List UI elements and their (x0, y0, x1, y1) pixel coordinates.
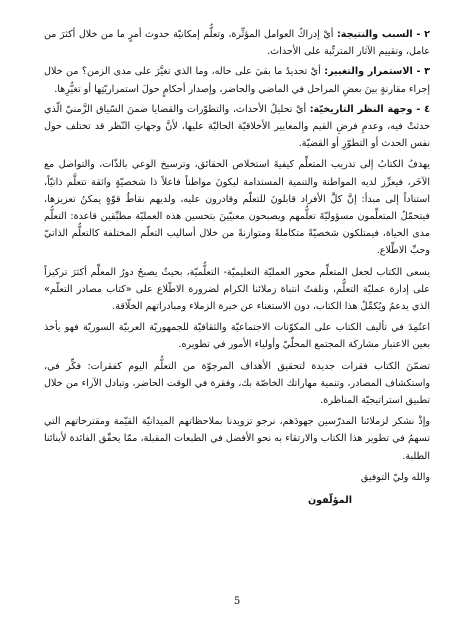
section-heading: ٣ - الاستمرار والتغيير: (324, 66, 430, 78)
body-paragraph: تضمّنَ الكتاب فقرات جديدة لتحقيق الأهداف المرجوّة من التعلُّم اليوم كفقرات: فكِّر في، واستكشاف المصادر، وتنمية مهاراتك الخاصّة بك، وفقرة في الوقت الحاضر، وتبادل الآراء من خلال تطبيق استراتيجيّة المناظرة. (44, 360, 430, 407)
body-paragraph: يهدفُ الكتابُ إلى تدريب المتعلِّم كيفيةَ استخلاص الحقائق، وترسيخ الوعي بالذّات، والتواصل مع الآخَر، فيعزِّز لديه المواطنة والتنمية المستدامة ليكونَ مواطناً فاعلاً ذا شخصيّةٍ واثقة تتعلَّم ذاتيّاً، استناداً إلى مبدأ: إنَّ كلَّ الأفراد قابلونَ للتعلّم وقادرون عليه، ولديهم نقاطُ قوّةٍ يمكنُ تعزيزها، فيتحمّلُ المتعلِّمون مسؤوليّةَ تعلُّمهم ويصبحون معنيّينَ بتحسين هذه العمليّة مطبِّقين قاعدة: التعلُّم مدى الحياة، فيمتلكون شخصيّةً متكاملةً ومتوازنةً من خلال أساليب التعلّم المختلفة كالتعلُّم الذاتيّ وحبِّ الاطِّلاع. (44, 159, 430, 257)
section-heading: ٤ - وجهة النظر التاريخيّة: (309, 103, 430, 115)
section-text: أيْ تحليلُ الأحداث، والتطوّرات والقضايا ضمنَ السّياق الزَّمنيّ الّذي حدثتْ فيه، وعدمِ فرضِ القيم والمعايير الأخلاقيّة الحاليّة عليها، لأنَّ وجهاتِ النّظر قد تختلف حول نفس الحدث أو التطوّرِ أو القضيّة. (44, 103, 430, 150)
section-text: أيْ تحديدُ ما بقيَ على حاله، وما الذي تغيَّرَ على مدى الزمن؟ من خلال إجراء مقارنةٍ بينَ بعضِ المراحل في الماضي والحاضر، وإصدار أحكامٍ حولَ استمراريّتِها أو تغيُّرِها. (44, 66, 430, 95)
section-text: أيْ إدراكُ العوامل المؤثِّرة، وتعلُّم إمكانيّة حدوث أمرٍ ما من خلال أكثرَ من عامل، وتقييم الآثار المترتِّبة على الأحداث. (44, 29, 430, 58)
section-heading: ٢ - السبب والنتيجة: (336, 29, 430, 40)
section-cause-effect (44, 26, 430, 60)
section-historical-perspective (44, 101, 430, 153)
closing-line: والله وليّ التوفيق (360, 471, 430, 483)
authors-signature: المؤلّفون (307, 495, 352, 507)
body-paragraph: اعتُمِدَ في تأليف الكتاب على المكوّنات الاجتماعيّة والثقافيّة للجمهوريّة العربيّة السوريّة فهو يأخذ بعين الاعتبار مشاركة المجتمع المحلّيّ وأولياء الأمور في تطويره. (44, 322, 430, 351)
body-paragraph: يسعى الكتاب لجعل المتعلِّم محور العمليّة التعليميّة- التعلُّميّة، بحيثُ يصبحُ دورُ المعلِّم أكثرَ تركيزاً على إدارة عمليّة التعلُّم، ونلفتُ انتباهَ زملائنا الكرام لضرورة الاطّلاع على «كتاب مصادر التعلّم» الذي يدعمُ ويُكمِّلُ هذا الكتاب، دون الاستغناء عن خبرة الزملاء ومبادراتهم الخلّاقة. (44, 266, 430, 313)
page-content (44, 26, 430, 509)
page-number: 5 (233, 596, 241, 607)
section-continuity-change (44, 63, 430, 97)
body-paragraph: وإذْ نشكر لزملائنا المدرّسين جهودَهم، نرجو تزويدنا بملاحظاتهم الميدانيّة القيّمة ومقترحاتهم التي تسهمُ في تطوير هذا الكتاب والارتقاء به نحو الأفضل في الطبعات المقبلة، ممّا يحقّق الفائدة لأبنائنا الطلبة. (44, 416, 430, 462)
